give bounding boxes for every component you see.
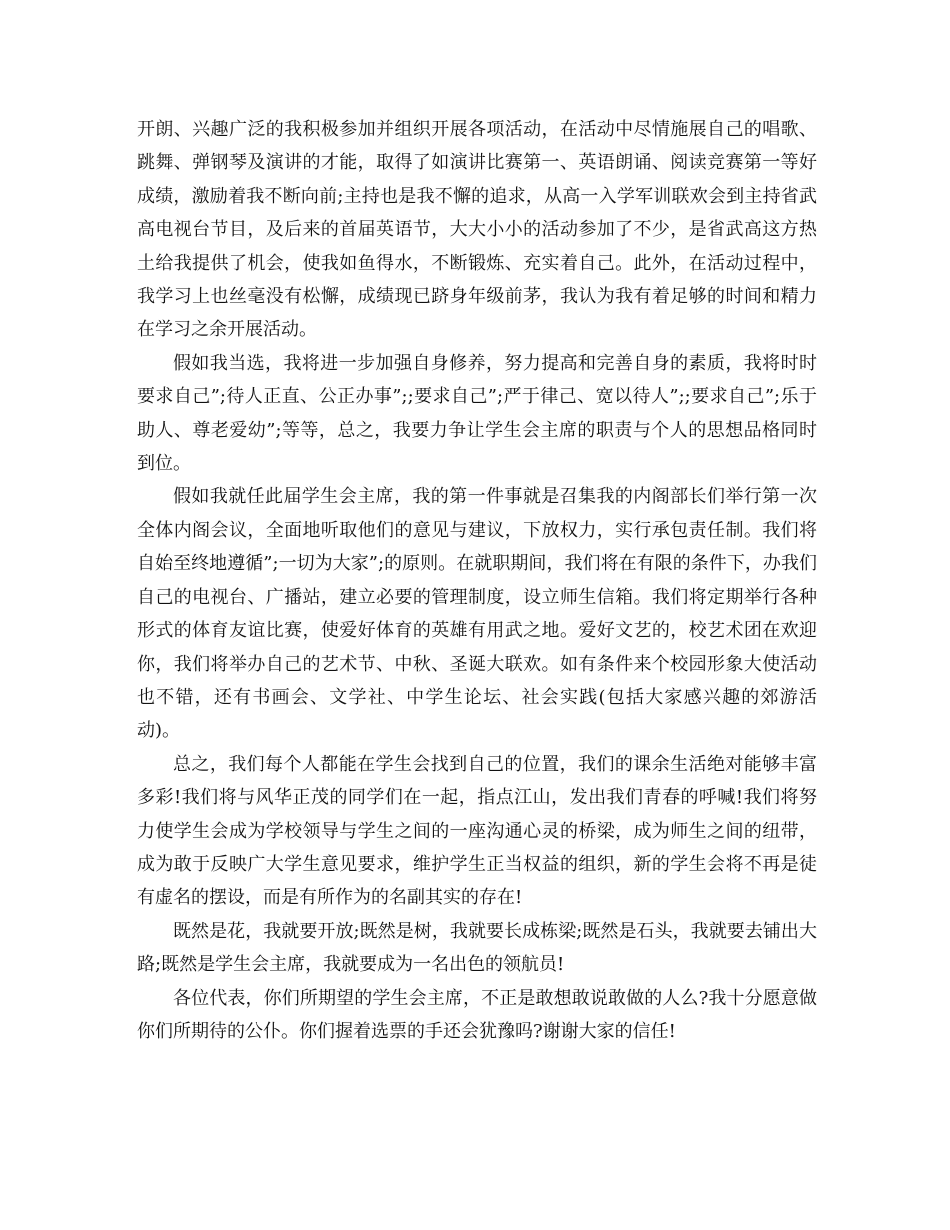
paragraph-5: 既然是花，我就要开放;既然是树，我就要长成栋梁;既然是石头，我就要去铺出大路;既然是学生会主席，我就要成为一名出色的领航员! (137, 920, 817, 976)
document-body (137, 113, 817, 1048)
paragraph-2: 假如我当选，我将进一步加强自身修养，努力提高和完善自身的素质，我将时时要求自己”;待人正直、公正办事”;;要求自己”;严于律己、宽以待人”;;要求自己”;乐于助人、尊老爱幼”;等等，总之，我要力争让学生会主席的职责与个人的思想品格同时到位。 (137, 352, 817, 475)
paragraph-4: 总之，我们每个人都能在学生会找到自己的位置，我们的课余生活绝对能够丰富多彩!我们将与风华正茂的同学们在一起，指点江山，发出我们青春的呼喊!我们将努力使学生会成为学校领导与学生之间的一座沟通心灵的桥梁，成为师生之间的纽带，成为敢于反映广大学生意见要求，维护学生正当权益的组织，新的学生会将不再是徒有虚名的摆设，而是有所作为的名副其实的存在! (137, 753, 817, 909)
paragraph-1: 开朗、兴趣广泛的我积极参加并组织开展各项活动，在活动中尽情施展自己的唱歌、跳舞、弹钢琴及演讲的才能，取得了如演讲比赛第一、英语朗诵、阅读竞赛第一等好成绩，激励着我不断向前;主持也是我不懈的追求，从高一入学军训联欢会到主持省武高电视台节目，及后来的首届英语节，大大小小的活动参加了不少，是省武高这方热土给我提供了机会，使我如鱼得水，不断锻炼、充实着自己。此外，在活动过程中，我学习上也丝毫没有松懈，成绩现已跻身年级前茅，我认为我有着足够的时间和精力在学习之余开展活动。 (137, 119, 817, 341)
paragraph-6: 各位代表，你们所期望的学生会主席，不正是敢想敢说敢做的人么?我十分愿意做你们所期待的公仆。你们握着选票的手还会犹豫吗?谢谢大家的信任! (137, 987, 817, 1042)
paragraph-3: 假如我就任此届学生会主席，我的第一件事就是召集我的内阁部长们举行第一次全体内阁会议，全面地听取他们的意见与建议，下放权力，实行承包责任制。我们将自始至终地遵循”;一切为大家”;的原则。在就职期间，我们将在有限的条件下，办我们自己的电视台、广播站，建立必要的管理制度，设立师生信箱。我们将定期举行各种形式的体育友谊比赛，使爱好体育的英雄有用武之地。爱好文艺的，校艺术团在欢迎你，我们将举办自己的艺术节、中秋、圣诞大联欢。如有条件来个校园形象大使活动也不错，还有书画会、文学社、中学生论坛、社会实践(包括大家感兴趣的郊游活动)。 (137, 486, 817, 742)
